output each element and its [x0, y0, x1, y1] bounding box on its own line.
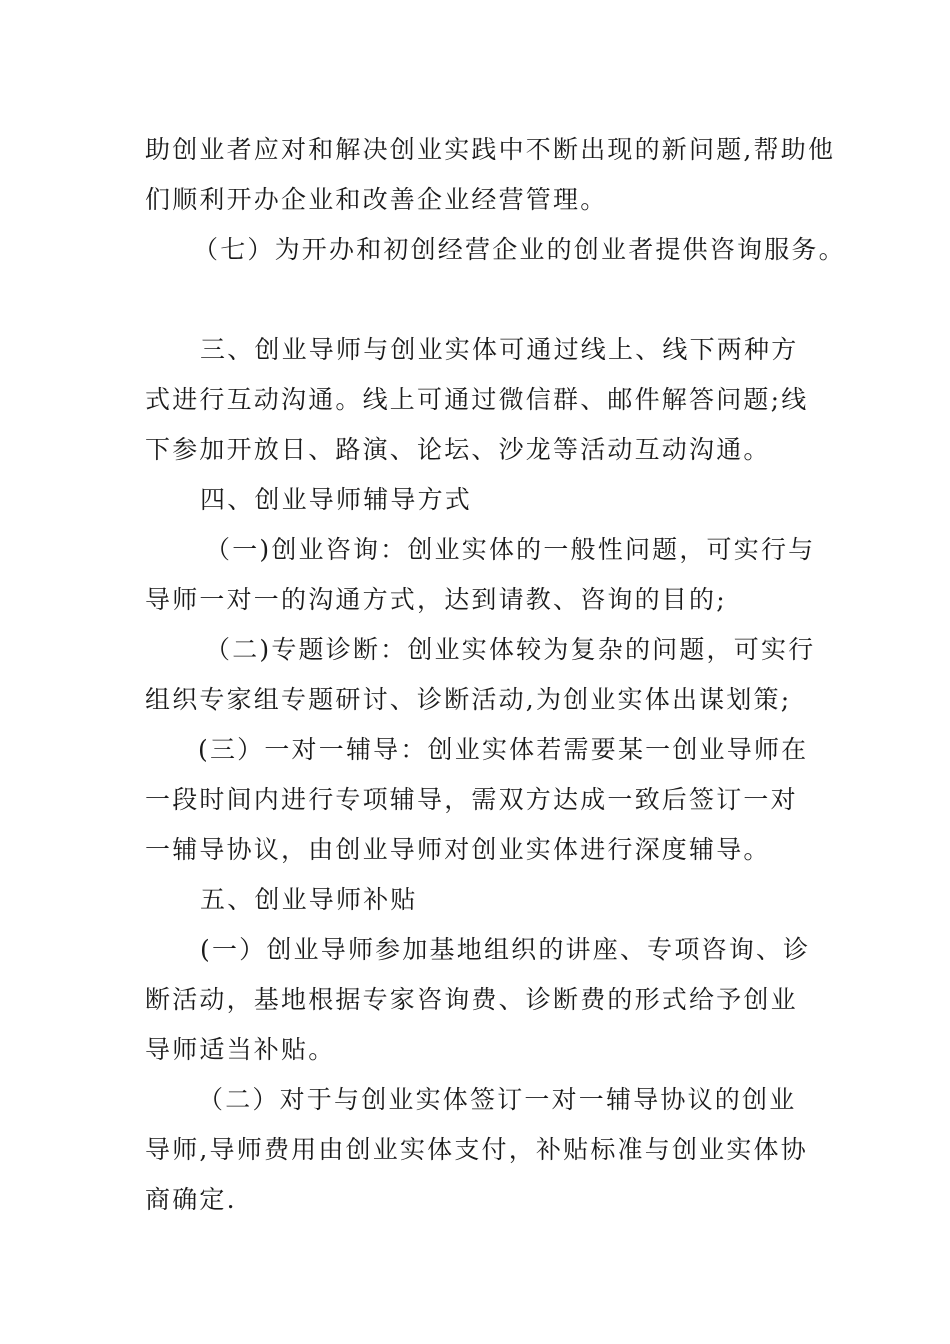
text-line: 断活动，基地根据专家咨询费、诊断费的形式给予创业 — [145, 985, 798, 1014]
text-line: （七）为开办和初创经营企业的创业者提供咨询服务。 — [193, 235, 846, 264]
text-line: 下参加开放日、路演、论坛、沙龙等活动互动沟通。 — [145, 435, 771, 464]
text-line: 一辅导协议，由创业导师对创业实体进行深度辅导。 — [145, 835, 771, 864]
text-line: 式进行互动沟通。线上可通过微信群、邮件解答问题;线 — [145, 385, 809, 414]
text-line: 一段时间内进行专项辅导，需双方达成一致后签订一对 — [145, 785, 798, 814]
text-line: （二）对于与创业实体签订一对一辅导协议的创业 — [198, 1085, 797, 1114]
text-line: 商确定. — [145, 1185, 237, 1214]
text-line: (一）创业导师参加基地组织的讲座、专项咨询、诊 — [200, 935, 811, 964]
section-heading: 四、创业导师辅导方式 — [200, 485, 473, 514]
text-line: 们顺利开办企业和改善企业经营管理。 — [145, 185, 608, 214]
text-line: （一)创业咨询：创业实体的一般性问题，可实行与 — [205, 535, 816, 564]
text-line: 导师适当补贴。 — [145, 1035, 336, 1064]
section-heading: 五、创业导师补贴 — [200, 885, 418, 914]
text-line: （二)专题诊断：创业实体较为复杂的问题，可实行 — [205, 635, 816, 664]
text-line: 组织专家组专题研讨、诊断活动,为创业实体出谋划策; — [145, 685, 792, 714]
text-line: (三）一对一辅导：创业实体若需要某一创业导师在 — [198, 735, 809, 764]
text-line: 三、创业导师与创业实体可通过线上、线下两种方 — [200, 335, 799, 364]
text-line: 助创业者应对和解决创业实践中不断出现的新问题,帮助他 — [145, 135, 836, 164]
text-line: 导师,导师费用由创业实体支付，补贴标准与创业实体协 — [145, 1135, 808, 1164]
text-line: 导师一对一的沟通方式，达到请教、咨询的目的; — [145, 585, 727, 614]
